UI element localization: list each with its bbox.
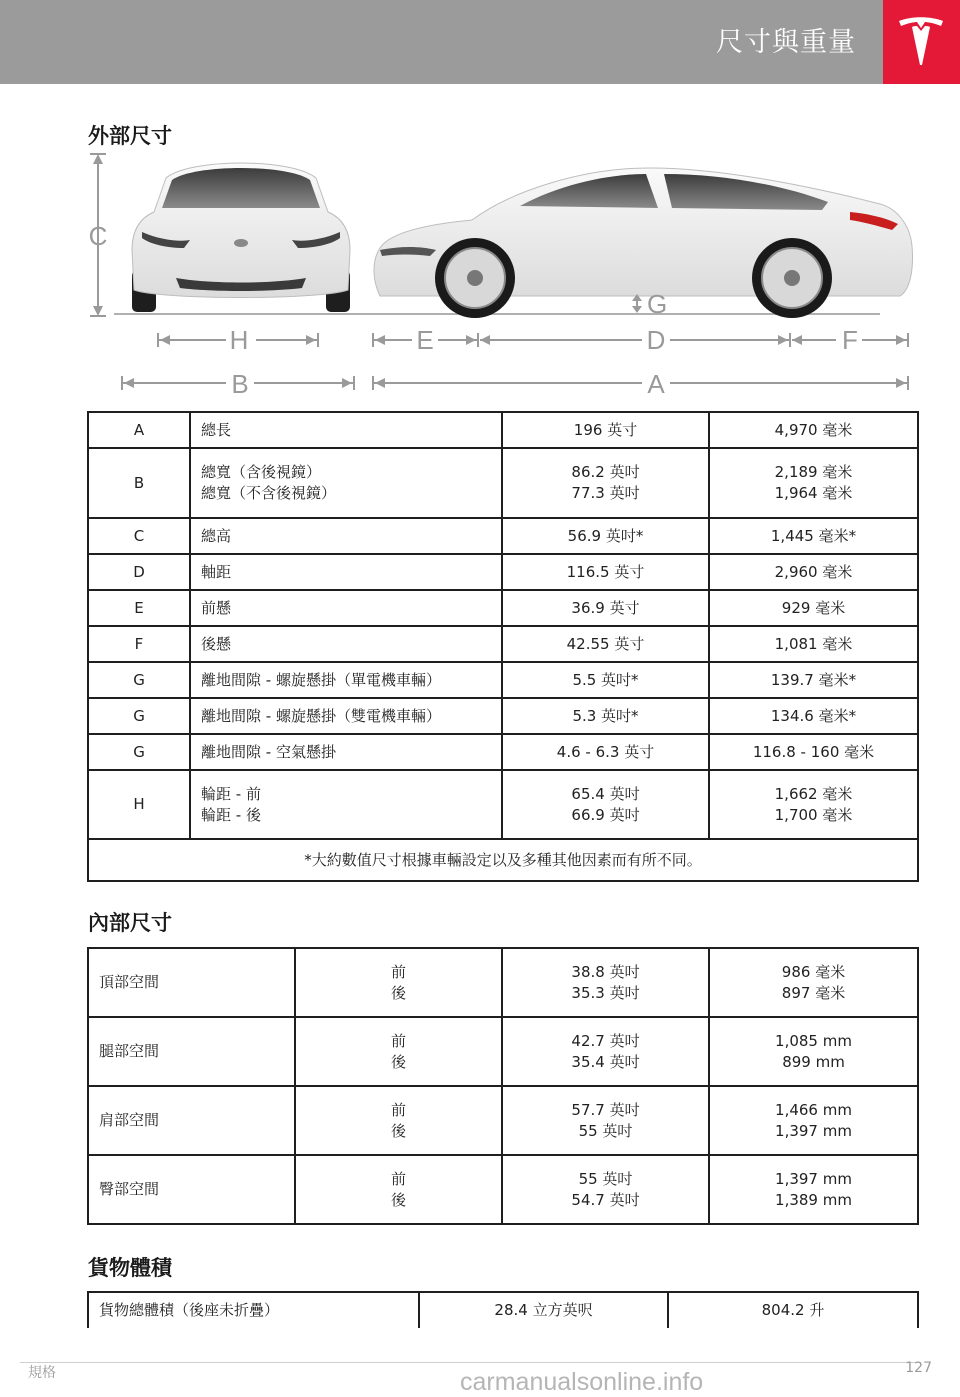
- table-row: [88, 518, 918, 554]
- dimension-code: H: [88, 770, 190, 839]
- dimension-desc: 後懸: [190, 626, 502, 662]
- interior-desc: 頂部空間: [88, 948, 295, 1017]
- interior-metric: 1,466 mm 1,397 mm: [709, 1086, 918, 1155]
- car-front-view: [132, 163, 350, 312]
- table-row: [88, 1017, 918, 1086]
- dimension-desc: 總高: [190, 518, 502, 554]
- interior-metric: 1,085 mm 899 mm: [709, 1017, 918, 1086]
- dimension-imperial: 42.55 英寸: [502, 626, 709, 662]
- dimension-metric: 139.7 毫米*: [709, 662, 918, 698]
- table-row: [88, 948, 918, 1017]
- dimension-desc: 前懸: [190, 590, 502, 626]
- table-row: [88, 770, 918, 839]
- exterior-section-title: 外部尺寸: [88, 124, 172, 148]
- interior-dimensions-table: [87, 947, 919, 1225]
- dimension-imperial: 65.4 英吋 66.9 英吋: [502, 770, 709, 839]
- dimension-code: F: [88, 626, 190, 662]
- dimension-metric: 1,662 毫米 1,700 毫米: [709, 770, 918, 839]
- interior-position: 前 後: [295, 1017, 502, 1086]
- dimension-imperial: 4.6 - 6.3 英寸: [502, 734, 709, 770]
- dimension-desc: 總寬（含後視鏡） 總寬（不含後視鏡）: [190, 448, 502, 518]
- cargo-imperial: 28.4 立方英呎: [419, 1292, 668, 1328]
- cargo-metric: 804.2 升: [668, 1292, 918, 1328]
- dimension-b: [122, 369, 354, 399]
- label-f: F: [842, 325, 858, 355]
- car-side-view: [374, 168, 913, 318]
- table-row: [88, 734, 918, 770]
- cargo-volume-table: [87, 1291, 919, 1328]
- page-number: 127: [905, 1360, 932, 1376]
- dimension-c: [89, 154, 108, 316]
- dimension-code: A: [88, 412, 190, 448]
- dimension-desc: 離地間隙 - 空氣懸掛: [190, 734, 502, 770]
- cargo-desc: 貨物總體積（後座未折疊）: [88, 1292, 419, 1328]
- table-row: [88, 626, 918, 662]
- dimension-h: [158, 325, 318, 355]
- interior-desc: 臀部空間: [88, 1155, 295, 1224]
- table-row: [88, 412, 918, 448]
- interior-metric: 986 毫米 897 毫米: [709, 948, 918, 1017]
- dimension-desc: 輪距 - 前 輪距 - 後: [190, 770, 502, 839]
- vehicle-dimension-diagram: [80, 150, 920, 400]
- dimension-imperial: 116.5 英寸: [502, 554, 709, 590]
- table-footnote: *大約數值尺寸根據車輛設定以及多種其他因素而有所不同。: [88, 839, 918, 881]
- dimension-desc: 軸距: [190, 554, 502, 590]
- dimension-a: [373, 369, 908, 399]
- interior-imperial: 42.7 英吋 35.4 英吋: [502, 1017, 709, 1086]
- dimension-edf: [373, 325, 908, 355]
- dimension-code: G: [88, 662, 190, 698]
- dimension-desc: 總長: [190, 412, 502, 448]
- table-row: [88, 554, 918, 590]
- table-row: [88, 1086, 918, 1155]
- interior-desc: 肩部空間: [88, 1086, 295, 1155]
- label-b: B: [231, 369, 249, 399]
- dimension-imperial: 5.5 英吋*: [502, 662, 709, 698]
- dimension-metric: 1,081 毫米: [709, 626, 918, 662]
- label-c: C: [88, 221, 108, 251]
- interior-desc: 腿部空間: [88, 1017, 295, 1086]
- dimension-imperial: 86.2 英吋 77.3 英吋: [502, 448, 709, 518]
- table-row: [88, 1155, 918, 1224]
- dimension-code: D: [88, 554, 190, 590]
- dimension-imperial: 196 英寸: [502, 412, 709, 448]
- dimension-metric: 1,445 毫米*: [709, 518, 918, 554]
- table-row: [88, 1292, 918, 1328]
- header-title: 尺寸與重量: [716, 27, 856, 58]
- dimension-desc: 離地間隙 - 螺旋懸掛（雙電機車輛）: [190, 698, 502, 734]
- dimension-desc: 離地間隙 - 螺旋懸掛（單電機車輛）: [190, 662, 502, 698]
- label-a: A: [647, 369, 665, 399]
- dimension-code: G: [88, 734, 190, 770]
- footer-divider: [20, 1362, 920, 1363]
- dimension-metric: 2,960 毫米: [709, 554, 918, 590]
- label-g: G: [647, 289, 668, 319]
- interior-imperial: 55 英吋 54.7 英吋: [502, 1155, 709, 1224]
- dimension-metric: 2,189 毫米 1,964 毫米: [709, 448, 918, 518]
- tesla-logo-icon: [897, 17, 945, 67]
- interior-position: 前 後: [295, 1086, 502, 1155]
- label-h: H: [229, 325, 249, 355]
- footer-section-label: 規格: [28, 1365, 56, 1381]
- dimension-metric: 4,970 毫米: [709, 412, 918, 448]
- interior-position: 前 後: [295, 948, 502, 1017]
- interior-section-title: 內部尺寸: [88, 911, 172, 935]
- table-row: [88, 448, 918, 518]
- interior-position: 前 後: [295, 1155, 502, 1224]
- table-row: [88, 698, 918, 734]
- dimension-imperial: 5.3 英吋*: [502, 698, 709, 734]
- interior-metric: 1,397 mm 1,389 mm: [709, 1155, 918, 1224]
- dimension-imperial: 56.9 英吋*: [502, 518, 709, 554]
- dimension-code: G: [88, 698, 190, 734]
- table-row: [88, 662, 918, 698]
- label-e: E: [416, 325, 434, 355]
- dimension-metric: 134.6 毫米*: [709, 698, 918, 734]
- label-d: D: [646, 325, 666, 355]
- dimension-imperial: 36.9 英寸: [502, 590, 709, 626]
- exterior-dimensions-table: [87, 411, 919, 882]
- interior-imperial: 38.8 英吋 35.3 英吋: [502, 948, 709, 1017]
- watermark: carmanualsonline.info: [460, 1368, 704, 1396]
- tesla-logo: [883, 0, 960, 84]
- table-row: [88, 590, 918, 626]
- cargo-section-title: 貨物體積: [88, 1256, 172, 1280]
- table-footnote-row: [88, 839, 918, 881]
- page-header: [0, 0, 960, 84]
- dimension-code: C: [88, 518, 190, 554]
- interior-imperial: 57.7 英吋 55 英吋: [502, 1086, 709, 1155]
- dimension-metric: 929 毫米: [709, 590, 918, 626]
- dimension-code: E: [88, 590, 190, 626]
- dimension-code: B: [88, 448, 190, 518]
- dimension-metric: 116.8 - 160 毫米: [709, 734, 918, 770]
